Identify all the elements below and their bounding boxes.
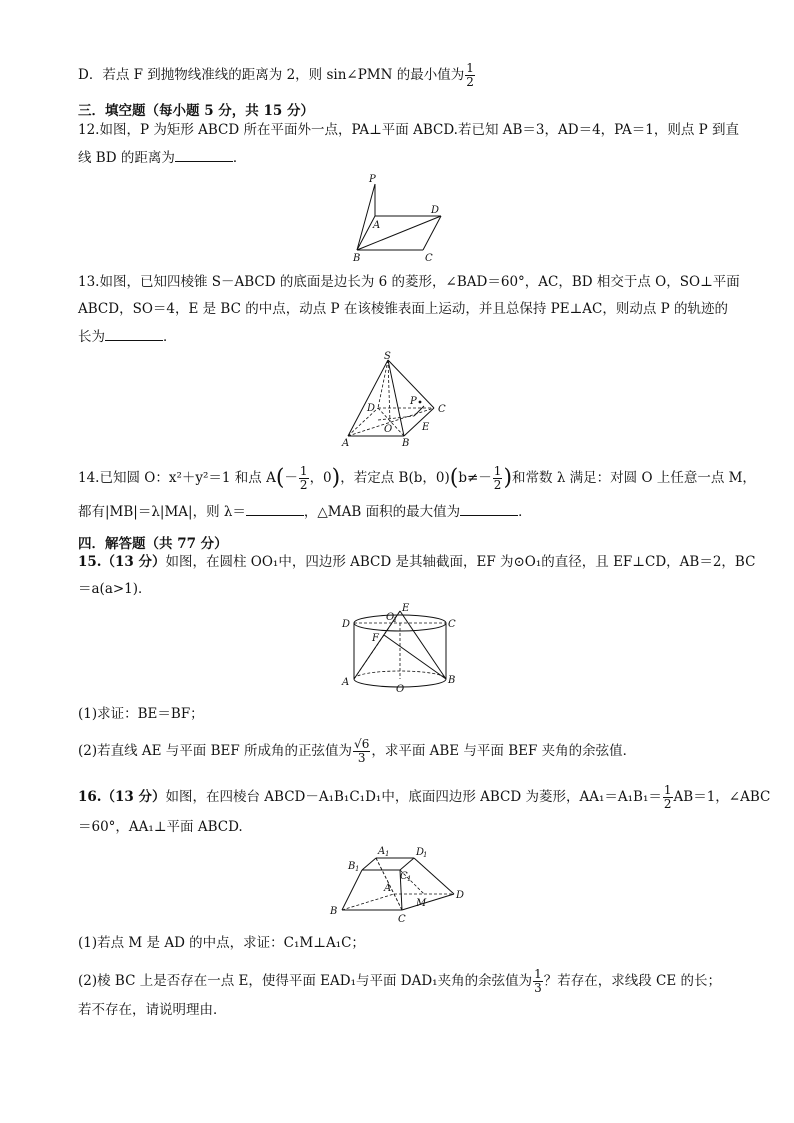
svg-text:1: 1 — [423, 851, 428, 859]
q15-line1: 15.（13 分）如图，在圆柱 OO₁中，四边形 ABCD 是其轴截面，EF 为⊙O₁的直径，且 EF⊥CD，AB＝2，BC — [78, 554, 756, 570]
figure-q15 — [338, 603, 464, 695]
answer-blank-1 — [246, 503, 304, 516]
label-a: A — [384, 883, 392, 894]
q16-part1: (1)若点 M 是 AD 的中点，求证：C₁M⊥A₁C； — [78, 935, 365, 951]
label-d: D — [342, 619, 351, 630]
fraction: $\frac{1}{2}$ — [466, 61, 474, 89]
q16-part2: (2)棱 BC 上是否存在一点 E，使得平面 EAD₁与平面 DAD₁夹角的余弦值为 $\frac{1}{3}$ ？若存在，求线段 CE 的长； — [78, 967, 722, 995]
answer-blank — [105, 328, 163, 341]
label-a: A — [342, 438, 350, 449]
figure-q12 — [345, 172, 455, 264]
label-b1: B — [348, 861, 356, 872]
option-d: D．若点 F 到抛物线准线的距离为 2，则 sin∠PMN 的最小值为 $\frac{1}{2}$ — [78, 61, 474, 89]
label-d: D — [367, 403, 376, 414]
figure-q16 — [326, 842, 468, 924]
label-o: O — [396, 684, 405, 695]
label-c1: C — [400, 871, 408, 882]
q15-part2: (2)若直线 AE 与平面 BEF 所成角的正弦值为 $\frac{√6}{3}$ ，求平面 ABE 与平面 BEF 夹角的余弦值． — [78, 737, 637, 765]
label-a: A — [373, 220, 381, 231]
svg-text:1: 1 — [355, 865, 360, 873]
label-m: M — [416, 898, 427, 909]
q13-line3: 长为 ． — [78, 329, 177, 345]
label-o1: O — [386, 612, 395, 623]
label-f: F — [372, 633, 379, 644]
section-solutions: 四．解答题（共 77 分） — [78, 536, 228, 552]
figure-q13 — [338, 350, 456, 450]
label-c: C — [438, 404, 446, 415]
q16-line2: ＝60°，AA₁⊥平面 ABCD. — [78, 819, 243, 835]
svg-text:1: 1 — [385, 850, 390, 858]
q16-line1: 16.（13 分）如图，在四棱台 ABCD－A₁B₁C₁D₁中，底面四边形 ABCD 为菱形，AA₁＝A₁B₁＝ $\frac{1}{2}$ AB＝1，∠ABC — [78, 783, 771, 811]
answer-blank — [175, 149, 233, 162]
q15-part1: (1)求证：BE＝BF； — [78, 706, 204, 722]
label-d1: D — [416, 847, 425, 858]
svg-text:1: 1 — [393, 616, 398, 624]
label-a: A — [342, 677, 350, 688]
label-c: C — [448, 619, 456, 630]
answer-blank-2 — [460, 503, 518, 516]
label-e: E — [402, 603, 410, 614]
q14-line1: 14.已知圆 O：x²＋y²＝1 和点 A(－ $\frac{1}{2}$ ，0)，若定点 B(b，0)(b≠－ $\frac{1}{2}$ )和常数 λ 满足：对圆 O 上任意一点 M， — [78, 464, 756, 492]
label-p: P — [369, 174, 376, 185]
label-c: C — [398, 914, 406, 924]
q13-line1: 13.如图，已知四棱锥 S－ABCD 的底面是边长为 6 的菱形，∠BAD＝60°，AC，BD 相交于点 O，SO⊥平面 — [78, 274, 740, 290]
label-p: P — [410, 396, 417, 407]
label-b: B — [330, 906, 338, 917]
label-d: D — [431, 205, 440, 216]
q16-part3: 若不存在，请说明理由． — [78, 1002, 227, 1018]
q14-line2: 都有|MB|＝λ|MA|，则 λ＝ ，△MAB 面积的最大值为 ． — [78, 504, 532, 520]
label-b: B — [448, 675, 456, 686]
q13-line2: ABCD，SO＝4，E 是 BC 的中点，动点 P 在该棱锥表面上运动，并且总保持 PE⊥AC，则动点 P 的轨迹的 — [78, 301, 729, 317]
svg-text:1: 1 — [407, 875, 412, 883]
label-b: B — [402, 438, 410, 449]
q12-line1: 12.如图，P 为矩形 ABCD 所在平面外一点，PA⊥平面 ABCD.若已知 AB＝3，AD＝4，PA＝1，则点 P 到直 — [78, 122, 740, 138]
label-e: E — [422, 422, 430, 433]
q12-line2: 线 BD 的距离为 ． — [78, 150, 247, 166]
q15-line2: ＝a(a>1)． — [78, 581, 152, 597]
label-d: D — [456, 890, 465, 901]
label-b: B — [353, 253, 361, 264]
label-a1: A — [378, 846, 386, 857]
label-c: C — [425, 253, 433, 264]
label-o: O — [384, 424, 393, 435]
label-s: S — [384, 351, 391, 362]
section-fill-in: 三．填空题（每小题 5 分，共 15 分） — [78, 103, 314, 119]
